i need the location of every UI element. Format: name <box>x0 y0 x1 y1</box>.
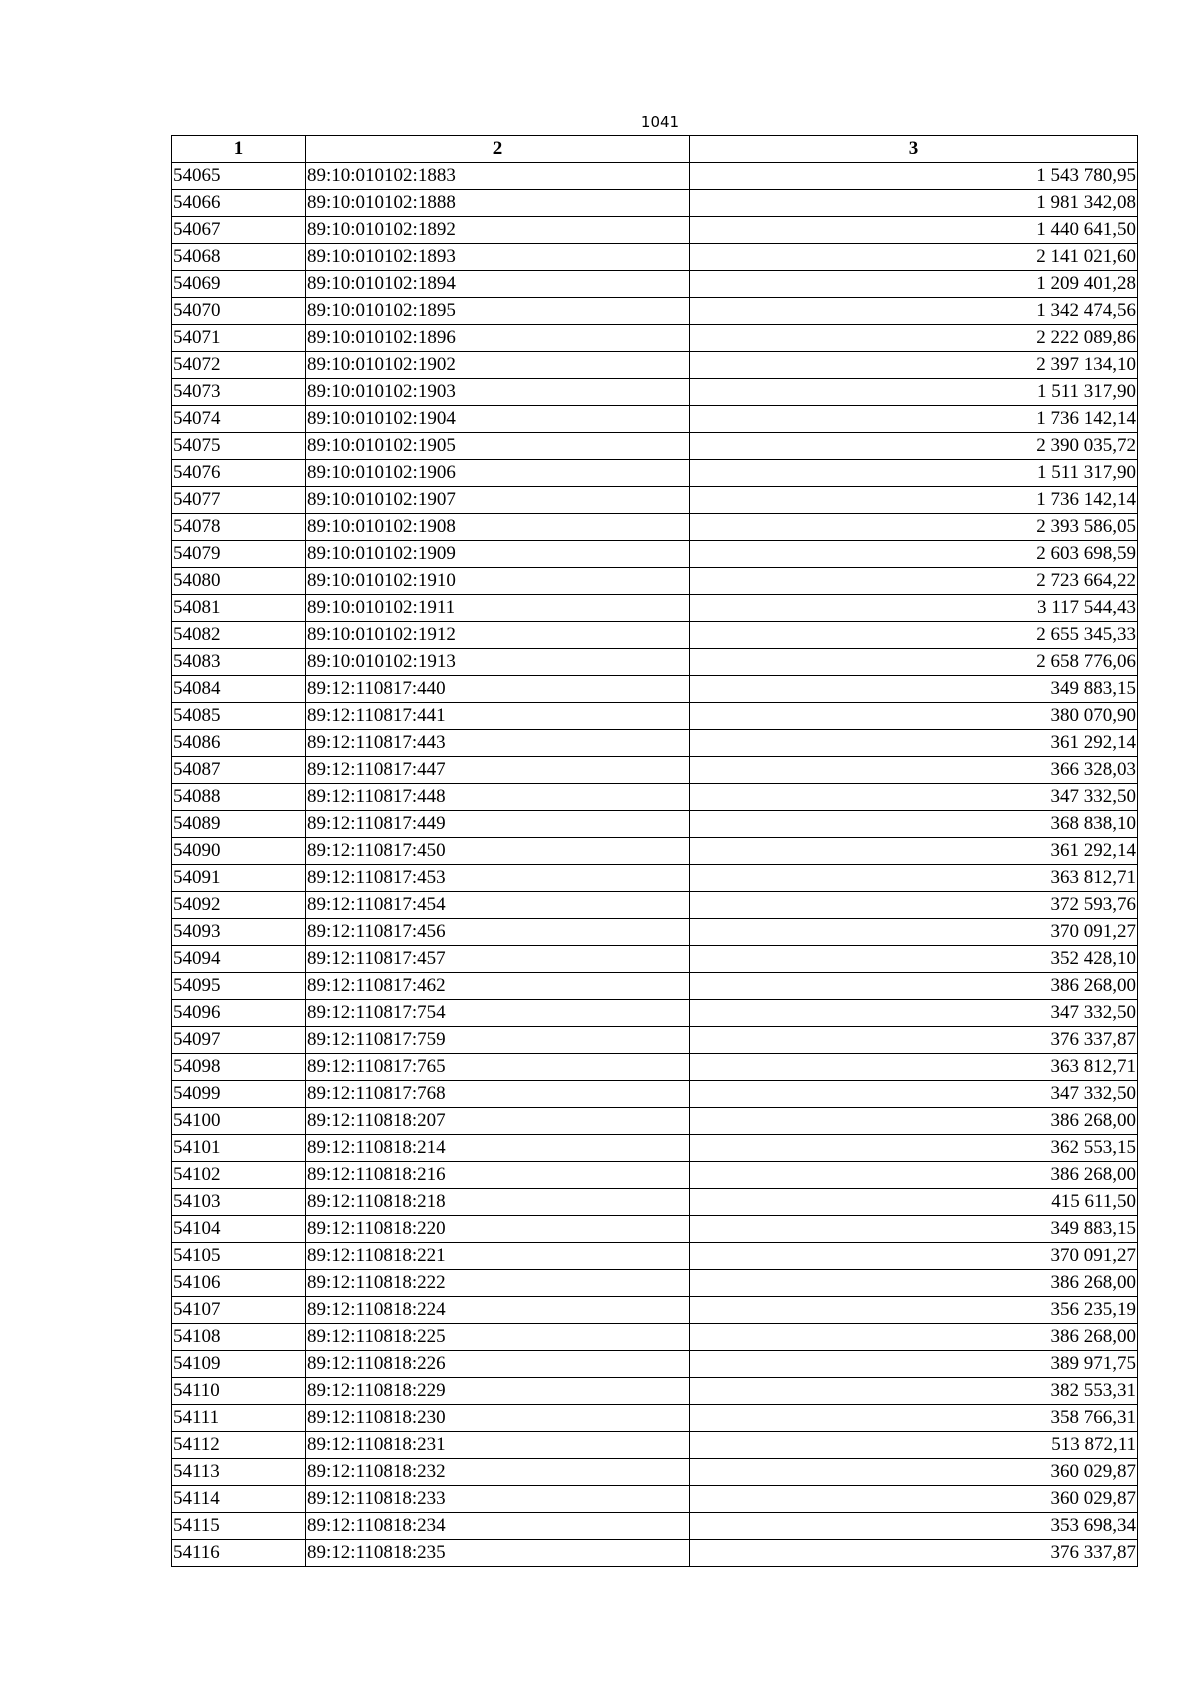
table-row <box>172 1459 1138 1486</box>
cadastral-number: 89:12:110818:231 <box>306 1432 690 1459</box>
row-number: 54111 <box>172 1405 306 1432</box>
cadastral-value: 513 872,11 <box>690 1432 1138 1459</box>
cadastral-value: 358 766,31 <box>690 1405 1138 1432</box>
table-row <box>172 325 1138 352</box>
row-number: 54077 <box>172 487 306 514</box>
cadastral-value: 370 091,27 <box>690 919 1138 946</box>
cadastral-value: 349 883,15 <box>690 1216 1138 1243</box>
cadastral-number: 89:12:110818:221 <box>306 1243 690 1270</box>
cadastral-number: 89:10:010102:1903 <box>306 379 690 406</box>
column-header-3: 3 <box>690 136 1138 163</box>
cadastral-value: 2 603 698,59 <box>690 541 1138 568</box>
column-header-1: 1 <box>172 136 306 163</box>
table-row <box>172 379 1138 406</box>
row-number: 54091 <box>172 865 306 892</box>
cadastral-number: 89:12:110818:230 <box>306 1405 690 1432</box>
cadastral-value: 349 883,15 <box>690 676 1138 703</box>
row-number: 54102 <box>172 1162 306 1189</box>
cadastral-value: 347 332,50 <box>690 784 1138 811</box>
row-number: 54097 <box>172 1027 306 1054</box>
table-row <box>172 1378 1138 1405</box>
cadastral-value: 347 332,50 <box>690 1000 1138 1027</box>
row-number: 54114 <box>172 1486 306 1513</box>
table-row <box>172 1324 1138 1351</box>
page-number: 1041 <box>640 113 680 131</box>
cadastral-number: 89:12:110817:443 <box>306 730 690 757</box>
table-row <box>172 1216 1138 1243</box>
table-row <box>172 1000 1138 1027</box>
row-number: 54086 <box>172 730 306 757</box>
row-number: 54096 <box>172 1000 306 1027</box>
cadastral-number: 89:12:110818:232 <box>306 1459 690 1486</box>
cadastral-value: 2 655 345,33 <box>690 622 1138 649</box>
row-number: 54087 <box>172 757 306 784</box>
cadastral-number: 89:10:010102:1888 <box>306 190 690 217</box>
cadastral-value: 347 332,50 <box>690 1081 1138 1108</box>
row-number: 54081 <box>172 595 306 622</box>
table-row <box>172 433 1138 460</box>
row-number: 54075 <box>172 433 306 460</box>
cadastral-number: 89:12:110818:234 <box>306 1513 690 1540</box>
table-row <box>172 676 1138 703</box>
table-row <box>172 568 1138 595</box>
table-row <box>172 1108 1138 1135</box>
row-number: 54079 <box>172 541 306 568</box>
table-row <box>172 487 1138 514</box>
row-number: 54070 <box>172 298 306 325</box>
row-number: 54112 <box>172 1432 306 1459</box>
cadastral-value: 386 268,00 <box>690 973 1138 1000</box>
cadastral-value: 2 658 776,06 <box>690 649 1138 676</box>
table-row <box>172 838 1138 865</box>
row-number: 54109 <box>172 1351 306 1378</box>
table-body <box>172 163 1138 1567</box>
cadastral-number: 89:12:110817:457 <box>306 946 690 973</box>
cadastral-number: 89:12:110818:229 <box>306 1378 690 1405</box>
row-number: 54072 <box>172 352 306 379</box>
table-row <box>172 757 1138 784</box>
cadastral-number: 89:10:010102:1894 <box>306 271 690 298</box>
table-row <box>172 1054 1138 1081</box>
header-row <box>172 136 1138 163</box>
row-number: 54069 <box>172 271 306 298</box>
cadastral-number: 89:12:110818:214 <box>306 1135 690 1162</box>
row-number: 54083 <box>172 649 306 676</box>
table-row <box>172 595 1138 622</box>
cadastral-number: 89:10:010102:1896 <box>306 325 690 352</box>
cadastral-value: 361 292,14 <box>690 838 1138 865</box>
cadastral-number: 89:10:010102:1906 <box>306 460 690 487</box>
cadastral-value: 1 209 401,28 <box>690 271 1138 298</box>
table-row <box>172 1405 1138 1432</box>
row-number: 54088 <box>172 784 306 811</box>
cadastral-number: 89:12:110818:222 <box>306 1270 690 1297</box>
table-header <box>172 136 1138 163</box>
cadastral-number: 89:10:010102:1905 <box>306 433 690 460</box>
row-number: 54065 <box>172 163 306 190</box>
table-row <box>172 865 1138 892</box>
cadastral-value-table <box>171 135 1138 1567</box>
cadastral-value: 2 390 035,72 <box>690 433 1138 460</box>
cadastral-number: 89:12:110818:220 <box>306 1216 690 1243</box>
cadastral-number: 89:10:010102:1892 <box>306 217 690 244</box>
cadastral-number: 89:12:110817:449 <box>306 811 690 838</box>
row-number: 54068 <box>172 244 306 271</box>
row-number: 54089 <box>172 811 306 838</box>
cadastral-value: 386 268,00 <box>690 1324 1138 1351</box>
cadastral-number: 89:12:110818:216 <box>306 1162 690 1189</box>
cadastral-value: 1 511 317,90 <box>690 379 1138 406</box>
table-row <box>172 1162 1138 1189</box>
table-row <box>172 811 1138 838</box>
cadastral-value: 1 440 641,50 <box>690 217 1138 244</box>
cadastral-value: 1 736 142,14 <box>690 487 1138 514</box>
row-number: 54090 <box>172 838 306 865</box>
row-number: 54076 <box>172 460 306 487</box>
column-header-2: 2 <box>306 136 690 163</box>
cadastral-number: 89:10:010102:1895 <box>306 298 690 325</box>
cadastral-number: 89:12:110818:226 <box>306 1351 690 1378</box>
table-row <box>172 703 1138 730</box>
cadastral-number: 89:12:110818:218 <box>306 1189 690 1216</box>
row-number: 54098 <box>172 1054 306 1081</box>
row-number: 54078 <box>172 514 306 541</box>
row-number: 54084 <box>172 676 306 703</box>
cadastral-value: 360 029,87 <box>690 1459 1138 1486</box>
row-number: 54107 <box>172 1297 306 1324</box>
cadastral-value: 2 222 089,86 <box>690 325 1138 352</box>
cadastral-value: 386 268,00 <box>690 1270 1138 1297</box>
cadastral-value: 3 117 544,43 <box>690 595 1138 622</box>
cadastral-value: 376 337,87 <box>690 1027 1138 1054</box>
table-row <box>172 244 1138 271</box>
table-row <box>172 406 1138 433</box>
cadastral-value: 1 981 342,08 <box>690 190 1138 217</box>
table-row <box>172 1270 1138 1297</box>
cadastral-number: 89:10:010102:1902 <box>306 352 690 379</box>
row-number: 54073 <box>172 379 306 406</box>
cadastral-value: 356 235,19 <box>690 1297 1138 1324</box>
table-row <box>172 352 1138 379</box>
row-number: 54082 <box>172 622 306 649</box>
table-row <box>172 622 1138 649</box>
cadastral-value: 2 723 664,22 <box>690 568 1138 595</box>
row-number: 54103 <box>172 1189 306 1216</box>
cadastral-number: 89:10:010102:1909 <box>306 541 690 568</box>
cadastral-number: 89:12:110817:448 <box>306 784 690 811</box>
cadastral-value: 1 511 317,90 <box>690 460 1138 487</box>
table-row <box>172 298 1138 325</box>
cadastral-number: 89:12:110818:233 <box>306 1486 690 1513</box>
cadastral-number: 89:12:110817:454 <box>306 892 690 919</box>
row-number: 54100 <box>172 1108 306 1135</box>
row-number: 54115 <box>172 1513 306 1540</box>
cadastral-number: 89:12:110817:440 <box>306 676 690 703</box>
table-row <box>172 1081 1138 1108</box>
row-number: 54067 <box>172 217 306 244</box>
cadastral-value: 370 091,27 <box>690 1243 1138 1270</box>
cadastral-number: 89:10:010102:1912 <box>306 622 690 649</box>
table-row <box>172 784 1138 811</box>
cadastral-value: 1 543 780,95 <box>690 163 1138 190</box>
cadastral-value: 386 268,00 <box>690 1162 1138 1189</box>
row-number: 54116 <box>172 1540 306 1567</box>
row-number: 54106 <box>172 1270 306 1297</box>
cadastral-number: 89:12:110817:765 <box>306 1054 690 1081</box>
table-row <box>172 919 1138 946</box>
row-number: 54099 <box>172 1081 306 1108</box>
cadastral-number: 89:12:110817:768 <box>306 1081 690 1108</box>
row-number: 54101 <box>172 1135 306 1162</box>
row-number: 54110 <box>172 1378 306 1405</box>
cadastral-value: 380 070,90 <box>690 703 1138 730</box>
table-row <box>172 730 1138 757</box>
cadastral-value: 2 397 134,10 <box>690 352 1138 379</box>
row-number: 54071 <box>172 325 306 352</box>
cadastral-number: 89:12:110817:759 <box>306 1027 690 1054</box>
cadastral-number: 89:10:010102:1911 <box>306 595 690 622</box>
table-row <box>172 1027 1138 1054</box>
table-row <box>172 190 1138 217</box>
cadastral-value: 389 971,75 <box>690 1351 1138 1378</box>
table-row <box>172 1297 1138 1324</box>
cadastral-value: 376 337,87 <box>690 1540 1138 1567</box>
table-row <box>172 1432 1138 1459</box>
cadastral-number: 89:10:010102:1883 <box>306 163 690 190</box>
cadastral-number: 89:10:010102:1908 <box>306 514 690 541</box>
row-number: 54113 <box>172 1459 306 1486</box>
table-row <box>172 271 1138 298</box>
cadastral-value: 2 393 586,05 <box>690 514 1138 541</box>
cadastral-value: 368 838,10 <box>690 811 1138 838</box>
cadastral-number: 89:12:110817:456 <box>306 919 690 946</box>
row-number: 54094 <box>172 946 306 973</box>
cadastral-value: 1 342 474,56 <box>690 298 1138 325</box>
cadastral-number: 89:12:110818:224 <box>306 1297 690 1324</box>
row-number: 54066 <box>172 190 306 217</box>
row-number: 54074 <box>172 406 306 433</box>
row-number: 54104 <box>172 1216 306 1243</box>
cadastral-value: 360 029,87 <box>690 1486 1138 1513</box>
table-row <box>172 1135 1138 1162</box>
cadastral-value: 386 268,00 <box>690 1108 1138 1135</box>
cadastral-number: 89:12:110817:453 <box>306 865 690 892</box>
table-row <box>172 1486 1138 1513</box>
table-row <box>172 163 1138 190</box>
cadastral-value: 372 593,76 <box>690 892 1138 919</box>
cadastral-number: 89:12:110818:225 <box>306 1324 690 1351</box>
row-number: 54092 <box>172 892 306 919</box>
cadastral-number: 89:12:110817:754 <box>306 1000 690 1027</box>
cadastral-number: 89:10:010102:1904 <box>306 406 690 433</box>
table-row <box>172 460 1138 487</box>
table-row <box>172 1540 1138 1567</box>
cadastral-value: 361 292,14 <box>690 730 1138 757</box>
row-number: 54093 <box>172 919 306 946</box>
row-number: 54095 <box>172 973 306 1000</box>
cadastral-number: 89:12:110817:441 <box>306 703 690 730</box>
cadastral-number: 89:10:010102:1893 <box>306 244 690 271</box>
row-number: 54080 <box>172 568 306 595</box>
cadastral-number: 89:10:010102:1907 <box>306 487 690 514</box>
table-row <box>172 514 1138 541</box>
cadastral-number: 89:12:110818:207 <box>306 1108 690 1135</box>
cadastral-value: 363 812,71 <box>690 1054 1138 1081</box>
cadastral-value: 382 553,31 <box>690 1378 1138 1405</box>
table-row <box>172 946 1138 973</box>
cadastral-value: 363 812,71 <box>690 865 1138 892</box>
cadastral-value: 362 553,15 <box>690 1135 1138 1162</box>
table-row <box>172 1351 1138 1378</box>
row-number: 54085 <box>172 703 306 730</box>
row-number: 54105 <box>172 1243 306 1270</box>
cadastral-number: 89:12:110817:447 <box>306 757 690 784</box>
cadastral-value: 1 736 142,14 <box>690 406 1138 433</box>
table-row <box>172 649 1138 676</box>
table-row <box>172 1243 1138 1270</box>
table-row <box>172 217 1138 244</box>
cadastral-number: 89:12:110817:462 <box>306 973 690 1000</box>
cadastral-value: 366 328,03 <box>690 757 1138 784</box>
row-number: 54108 <box>172 1324 306 1351</box>
table-row <box>172 541 1138 568</box>
table-row <box>172 973 1138 1000</box>
cadastral-value: 352 428,10 <box>690 946 1138 973</box>
table-row <box>172 1189 1138 1216</box>
table-row <box>172 1513 1138 1540</box>
table-row <box>172 892 1138 919</box>
cadastral-value: 2 141 021,60 <box>690 244 1138 271</box>
cadastral-number: 89:12:110817:450 <box>306 838 690 865</box>
cadastral-number: 89:10:010102:1913 <box>306 649 690 676</box>
cadastral-number: 89:12:110818:235 <box>306 1540 690 1567</box>
cadastral-value: 415 611,50 <box>690 1189 1138 1216</box>
cadastral-number: 89:10:010102:1910 <box>306 568 690 595</box>
cadastral-value: 353 698,34 <box>690 1513 1138 1540</box>
